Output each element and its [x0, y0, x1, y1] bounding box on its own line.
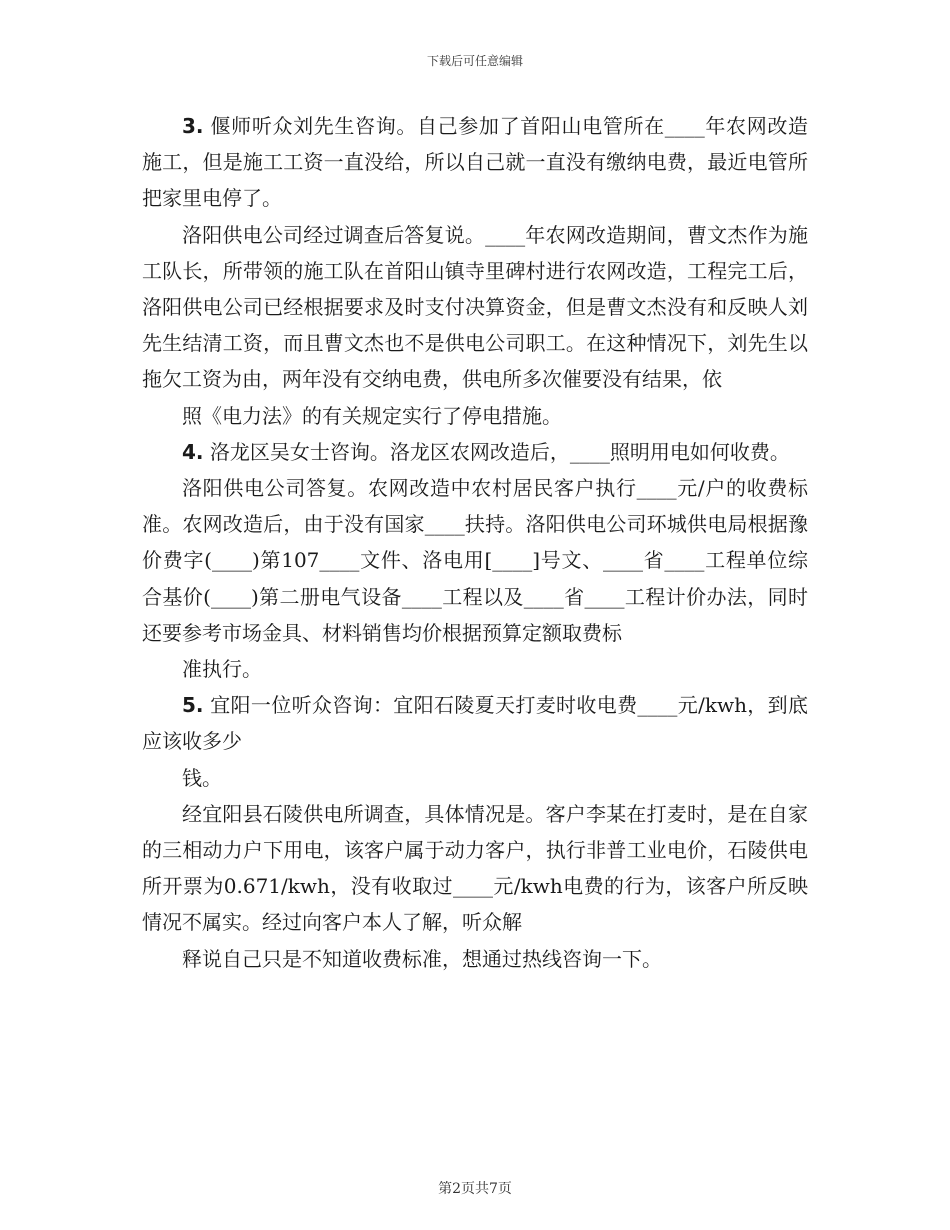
- paragraph-text: 宜阳一位听众咨询：宜阳石陵夏天打麦时收电费____元/kwh，到底应该收多少: [142, 693, 808, 754]
- page-header: 下载后可任意编辑: [426, 54, 523, 68]
- paragraph-continuation: 释说自己只是不知道收费标准，想通过热线咨询一下。: [182, 946, 662, 971]
- item-number: 4.: [182, 439, 204, 464]
- paragraph-continuation: 准执行。: [182, 657, 262, 682]
- paragraph-text: 偃师听众刘先生咨询。自己参加了首阳山电管所在____年农网改造施工，但是施工工资一直没给，所以自己就一直没有缴纳电费，最近电管所把家里电停了。: [142, 114, 808, 211]
- paragraph-reply-3: 洛阳供电公司经过调查后答复说。____年农网改造期间，曹文杰作为施工队长，所带领的施工队在首阳山镇寺里碑村进行农网改造，工程完工后，洛阳供电公司已经根据要求及时支付决算资金，但是曹文杰没有和反映人刘先生结清工资，而且曹文杰也不是供电公司职工。在这种情况下，刘先生以拖欠工资为由，两年没有交纳电费，供电所多次催要没有结果，依: [142, 222, 808, 392]
- paragraph-continuation: 钱。: [182, 765, 222, 790]
- page-footer: 第2页共7页: [438, 1181, 512, 1197]
- paragraph-continuation: 照《电力法》的有关规定实行了停电措施。: [182, 403, 562, 428]
- item-number: 5.: [182, 693, 204, 718]
- paragraph-reply-5: 经宜阳县石陵供电所调查，具体情况是。客户李某在打麦时，是在自家的三相动力户下用电，该客户属于动力客户，执行非普工业电价，石陵供电所开票为0.671/kwh，没有收取过____元/kwh电费的行为，该客户所反映情况不属实。经过向客户本人了解，听众解: [142, 801, 808, 935]
- document-body: [142, 108, 808, 977]
- paragraph-reply-4: 洛阳供电公司答复。农网改造中农村居民客户执行____元/户的收费标准。农网改造后，由于没有国家____扶持。洛阳供电公司环城供电局根据豫价费字(____)第107____文件、洛电用[____]号文、____省____工程单位综合基价(____)第二册电气设备____工程以及____省____工程计价办法，同时还要参考市场金具、材料销售均价根据预算定额取费标: [142, 476, 808, 645]
- paragraph-item-3: [142, 108, 808, 217]
- paragraph-text: 洛龙区吴女士咨询。洛龙区农网改造后，____照明用电如何收费。: [203, 439, 790, 464]
- item-number: 3.: [182, 114, 204, 138]
- paragraph-item-5: [142, 687, 808, 759]
- paragraph-item-4: [142, 434, 808, 470]
